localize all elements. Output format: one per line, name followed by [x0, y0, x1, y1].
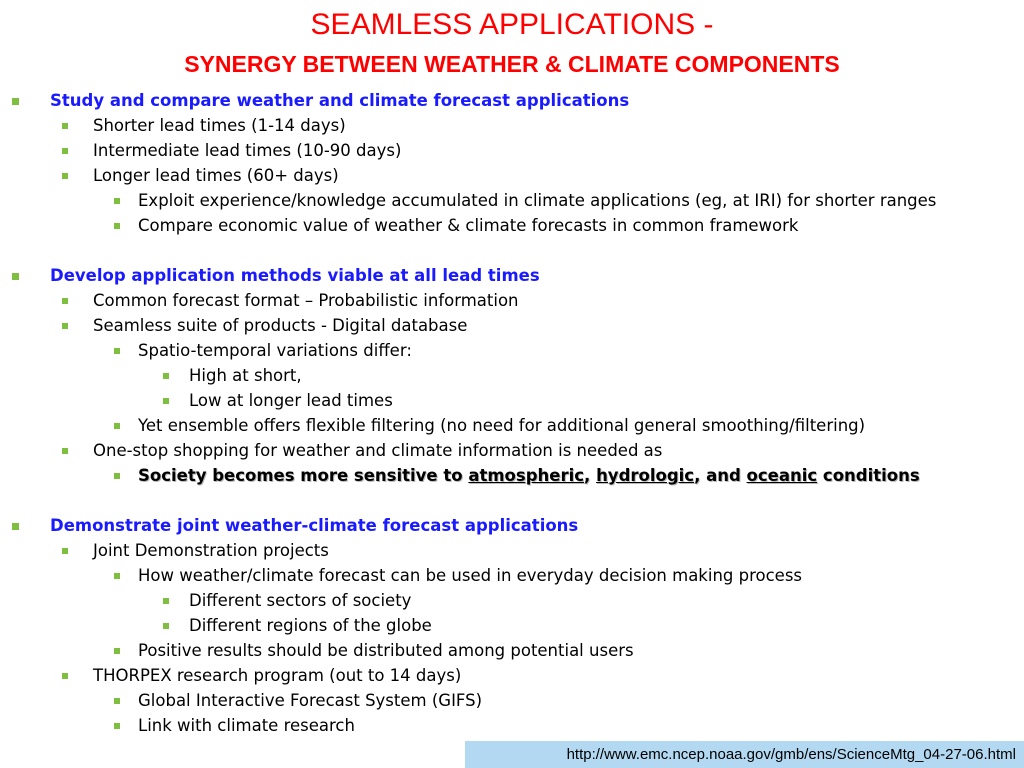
emphasis-separator: ,: [584, 466, 597, 485]
list-item: [0, 613, 1024, 638]
emphasis-separator: , and: [694, 466, 747, 485]
list-item: [0, 588, 1024, 613]
item-text: High at short,: [189, 366, 302, 385]
item-text: Positive results should be distributed among potential users: [138, 641, 634, 660]
item-text: Longer lead times (60+ days): [93, 166, 339, 185]
square-bullet-icon: [163, 398, 169, 404]
emphasis-item: [0, 463, 1024, 488]
item-text: Shorter lead times (1-14 days): [93, 116, 346, 135]
list-item: [0, 438, 1024, 463]
square-bullet-icon: [62, 298, 68, 304]
square-bullet-icon: [12, 98, 19, 105]
square-bullet-icon: [163, 598, 169, 604]
list-item: [0, 288, 1024, 313]
list-item: [0, 313, 1024, 338]
heading-text: Develop application methods viable at all lead times: [50, 266, 540, 285]
slide-content: [0, 88, 1024, 738]
item-text: Common forecast format – Probabilistic information: [93, 291, 519, 310]
square-bullet-icon: [114, 698, 120, 704]
spacer: [0, 488, 1024, 513]
item-text: THORPEX research program (out to 14 days): [93, 666, 462, 685]
square-bullet-icon: [114, 223, 120, 229]
square-bullet-icon: [12, 523, 19, 530]
heading-text: Demonstrate joint weather-climate forecast applications: [50, 516, 579, 535]
square-bullet-icon: [62, 173, 68, 179]
list-item: [0, 688, 1024, 713]
square-bullet-icon: [163, 373, 169, 379]
item-text: Different regions of the globe: [189, 616, 432, 635]
list-item: [0, 638, 1024, 663]
slide-subtitle: SYNERGY BETWEEN WEATHER & CLIMATE COMPONENTS: [184, 51, 840, 77]
square-bullet-icon: [62, 123, 68, 129]
list-item: [0, 213, 1024, 238]
spacer: [0, 238, 1024, 263]
square-bullet-icon: [114, 573, 120, 579]
square-bullet-icon: [114, 198, 120, 204]
item-text: Different sectors of society: [189, 591, 412, 610]
square-bullet-icon: [114, 348, 120, 354]
square-bullet-icon: [62, 448, 68, 454]
list-item: [0, 413, 1024, 438]
square-bullet-icon: [114, 473, 120, 479]
square-bullet-icon: [62, 148, 68, 154]
item-text: Compare economic value of weather & climate forecasts in common framework: [138, 216, 799, 235]
list-item: [0, 388, 1024, 413]
section-heading: [0, 88, 1024, 113]
item-text: Spatio-temporal variations differ:: [138, 341, 412, 360]
atmospheric-word: atmospheric: [468, 466, 585, 485]
list-item: [0, 113, 1024, 138]
list-item: [0, 663, 1024, 688]
item-text: How weather/climate forecast can be used in everyday decision making process: [138, 566, 803, 585]
list-item: [0, 188, 1024, 213]
item-text: Exploit experience/knowledge accumulated in climate applications (eg, at IRI) for shorter ranges: [138, 191, 937, 210]
square-bullet-icon: [62, 673, 68, 679]
heading-text: Study and compare weather and climate forecast applications: [50, 91, 630, 110]
list-item: [0, 138, 1024, 163]
section-heading: [0, 263, 1024, 288]
item-text: Yet ensemble offers flexible filtering (no need for additional general smoothing/filtering): [138, 416, 866, 435]
item-text: Link with climate research: [138, 716, 355, 735]
square-bullet-icon: [114, 648, 120, 654]
square-bullet-icon: [62, 323, 68, 329]
list-item: [0, 163, 1024, 188]
emphasis-text: [138, 463, 920, 488]
list-item: [0, 563, 1024, 588]
item-text: Seamless suite of products - Digital database: [93, 316, 468, 335]
square-bullet-icon: [114, 723, 120, 729]
item-text: One-stop shopping for weather and climate information is needed as: [93, 441, 663, 460]
square-bullet-icon: [114, 423, 120, 429]
square-bullet-icon: [12, 273, 19, 280]
list-item: [0, 363, 1024, 388]
item-text: Global Interactive Forecast System (GIFS): [138, 691, 483, 710]
item-text: Joint Demonstration projects: [93, 541, 329, 560]
item-text: Low at longer lead times: [189, 391, 393, 410]
list-item: [0, 338, 1024, 363]
emphasis-suffix: conditions: [817, 466, 920, 485]
list-item: [0, 538, 1024, 563]
square-bullet-icon: [163, 623, 169, 629]
hydrologic-word: hydrologic: [596, 466, 695, 485]
item-text: Intermediate lead times (10-90 days): [93, 141, 402, 160]
square-bullet-icon: [62, 548, 68, 554]
section-heading: [0, 513, 1024, 538]
emphasis-prefix: Society becomes more sensitive to: [138, 466, 469, 485]
list-item: [0, 713, 1024, 738]
source-url-link[interactable]: http://www.emc.ncep.noaa.gov/gmb/ens/ScienceMtg_04-27-06.html: [465, 741, 1024, 768]
slide-title: SEAMLESS APPLICATIONS -: [310, 8, 714, 41]
oceanic-word: oceanic: [746, 466, 818, 485]
